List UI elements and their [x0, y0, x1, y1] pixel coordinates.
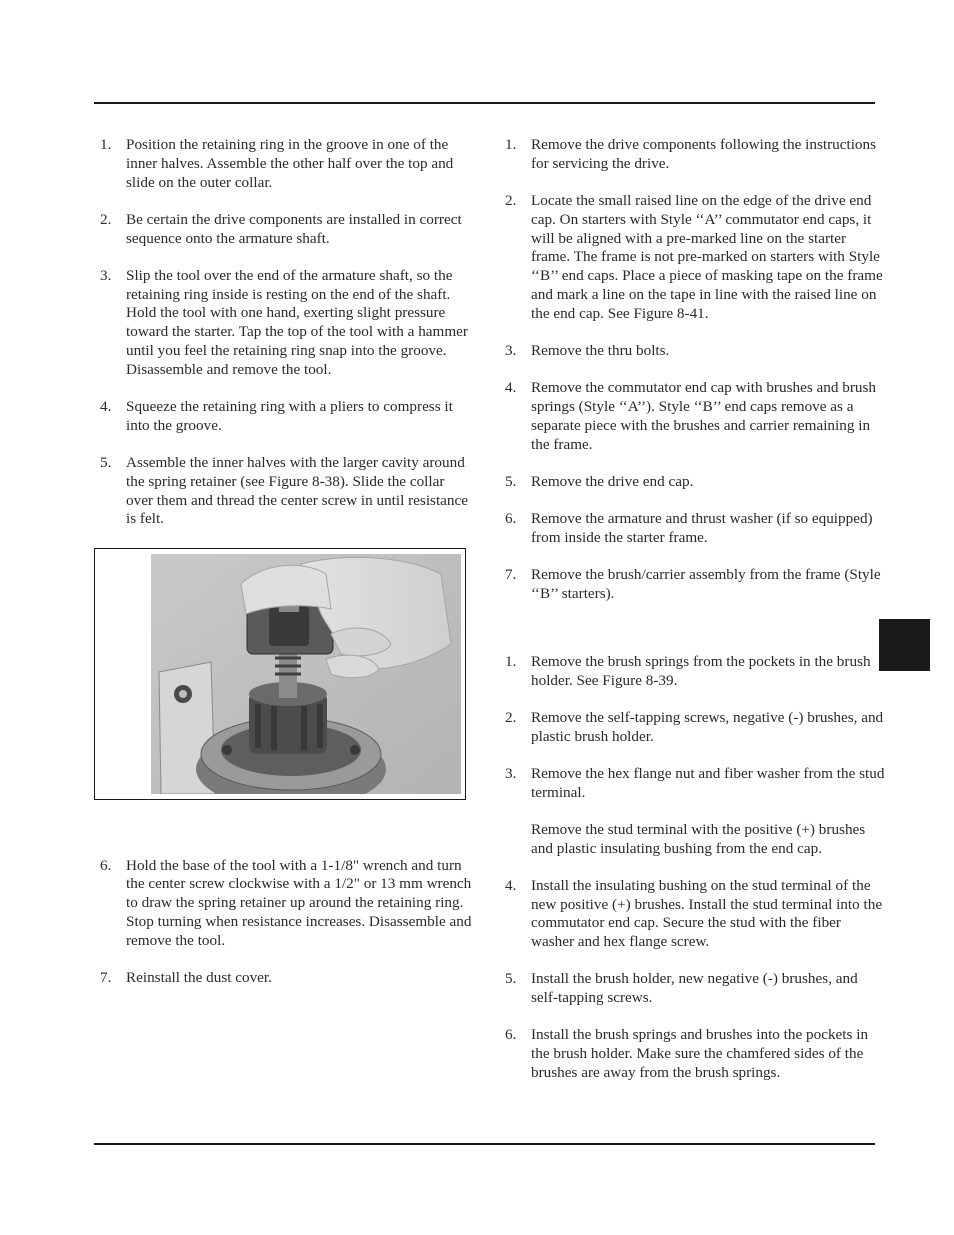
step-text: Hold the base of the tool with a 1-1/8" wrench and turn the center screw clockwise with a 1/2" or 13 mm wrench to draw the spring retainer up around the retaining ring. Stop turning when resistance increases. Disassemble and remove the tool. — [126, 856, 472, 949]
step-text: Install the brush holder, new negative (-) brushes, and self-tapping screws. — [531, 970, 858, 1007]
step-number: 5. — [505, 970, 517, 988]
step-item — [100, 136, 472, 192]
step-number: 3. — [100, 266, 112, 284]
step-number: 6. — [100, 856, 112, 874]
disassembly-steps — [505, 136, 885, 603]
step-item — [505, 970, 885, 1008]
step-number: 1. — [505, 136, 517, 153]
step-item — [505, 136, 885, 174]
step-number: 2. — [505, 708, 517, 726]
step-text: Remove the brush springs from the pockets in the brush holder. See Figure 8-39. — [531, 652, 871, 689]
step-number: 4. — [505, 876, 517, 894]
footer-rule — [94, 1143, 875, 1145]
step-item — [505, 473, 885, 492]
step-item — [505, 1026, 885, 1082]
step-item — [100, 454, 472, 529]
step-text: Remove the drive end cap. — [531, 472, 694, 490]
step-item — [505, 877, 885, 952]
tool-photo-figure — [94, 548, 466, 800]
step-text: Remove the drive components following the instructions for servicing the drive. — [531, 136, 877, 172]
step-number: 3. — [505, 764, 517, 782]
section-thumb-tab — [879, 619, 930, 671]
step-number: 6. — [505, 509, 517, 527]
right-column — [505, 136, 885, 1101]
step-number: 1. — [505, 652, 517, 670]
step-item — [505, 653, 885, 691]
step-text: Remove the armature and thrust washer (if so equipped) from inside the starter frame. — [531, 509, 873, 546]
step-number: 2. — [505, 191, 517, 209]
step-text: Remove the self-tapping screws, negative (-) brushes, and plastic brush holder. — [531, 708, 884, 745]
left-column — [100, 136, 472, 1006]
step-item — [100, 211, 472, 249]
step-number: 2. — [100, 210, 112, 228]
step-text: Remove the brush/carrier assembly from the frame (Style ‘‘B’’ starters). — [531, 565, 881, 602]
hand-holding-tool-photo — [151, 554, 461, 794]
step-number: 3. — [505, 341, 517, 359]
installation-steps-part-1 — [100, 136, 472, 529]
step-text: Reinstall the dust cover. — [126, 968, 272, 986]
brush-replacement-steps-part-2 — [505, 877, 885, 1083]
step-text: Assemble the inner halves with the larger cavity around the spring retainer (see Figure 8-38). Slide the collar over them and thread the center screw in until resistance is felt. — [126, 453, 469, 528]
step-item — [100, 857, 472, 951]
header-rule — [94, 102, 875, 104]
step-text: Remove the hex flange nut and fiber washer from the stud terminal. — [531, 764, 885, 801]
step-text: Install the insulating bushing on the stud terminal of the new positive (+) brushes. Install the stud terminal into the commutator end cap. Secure the stud with the fiber washer and hex flange screw. — [531, 876, 883, 951]
brush-replacement-steps-part-1 — [505, 653, 885, 803]
step-number: 5. — [505, 472, 517, 490]
step-number: 7. — [505, 565, 517, 583]
step-number: 1. — [100, 136, 112, 153]
step-number: 4. — [100, 397, 112, 415]
step-number: 6. — [505, 1026, 517, 1044]
step-text: Remove the thru bolts. — [531, 341, 670, 359]
step-text: Locate the small raised line on the edge of the drive end cap. On starters with Style ‘‘A’’ commutator end caps, it will be aligned with a pre-marked line on the starter frame. The frame is not pre-marked on starters with Style ‘‘B’’ end caps. Place a piece of masking tape on the frame and mark a line on the tape in line with the raised line on the end cap. See Figure 8-41. — [531, 191, 883, 322]
step-text: Squeeze the retaining ring with a pliers to compress it into the groove. — [126, 397, 453, 434]
step-item — [505, 342, 885, 361]
step-item — [505, 192, 885, 324]
step-item — [100, 267, 472, 380]
installation-steps-part-2 — [100, 857, 472, 988]
section-gap — [505, 622, 885, 653]
step-item — [100, 969, 472, 988]
step-text: Be certain the drive components are installed in correct sequence onto the armature shaft. — [126, 210, 462, 247]
step-item — [505, 379, 885, 454]
step-text: Slip the tool over the end of the armature shaft, so the retaining ring inside is resting on the end of the shaft. Hold the tool with one hand, exerting slight pressure toward the starter. Tap the top of the tool with a hammer until you feel the retaining ring snap into the groove. Disassemble and remove the tool. — [126, 266, 468, 378]
step-item — [505, 510, 885, 548]
step-item — [505, 709, 885, 747]
step-continuation-text: Remove the stud terminal with the positive (+) brushes and plastic insulating bushing from the end cap. — [531, 820, 866, 857]
step-number: 5. — [100, 453, 112, 471]
step-item — [100, 398, 472, 436]
step-item — [505, 765, 885, 803]
step-item — [505, 566, 885, 604]
step-number: 4. — [505, 379, 517, 397]
step-text: Position the retaining ring in the groove in one of the inner halves. Assemble the other half over the top and slide on the outer collar. — [126, 136, 454, 191]
step-text: Remove the commutator end cap with brushes and brush springs (Style ‘‘A’’). Style ‘‘B’’ end caps remove as a separate piece with the brushes and carrier remaining in the frame. — [531, 379, 877, 453]
step-text: Install the brush springs and brushes into the pockets in the brush holder. Make sure the chamfered sides of the brushes are away from the brush springs. — [531, 1026, 869, 1081]
step-number: 7. — [100, 968, 112, 986]
